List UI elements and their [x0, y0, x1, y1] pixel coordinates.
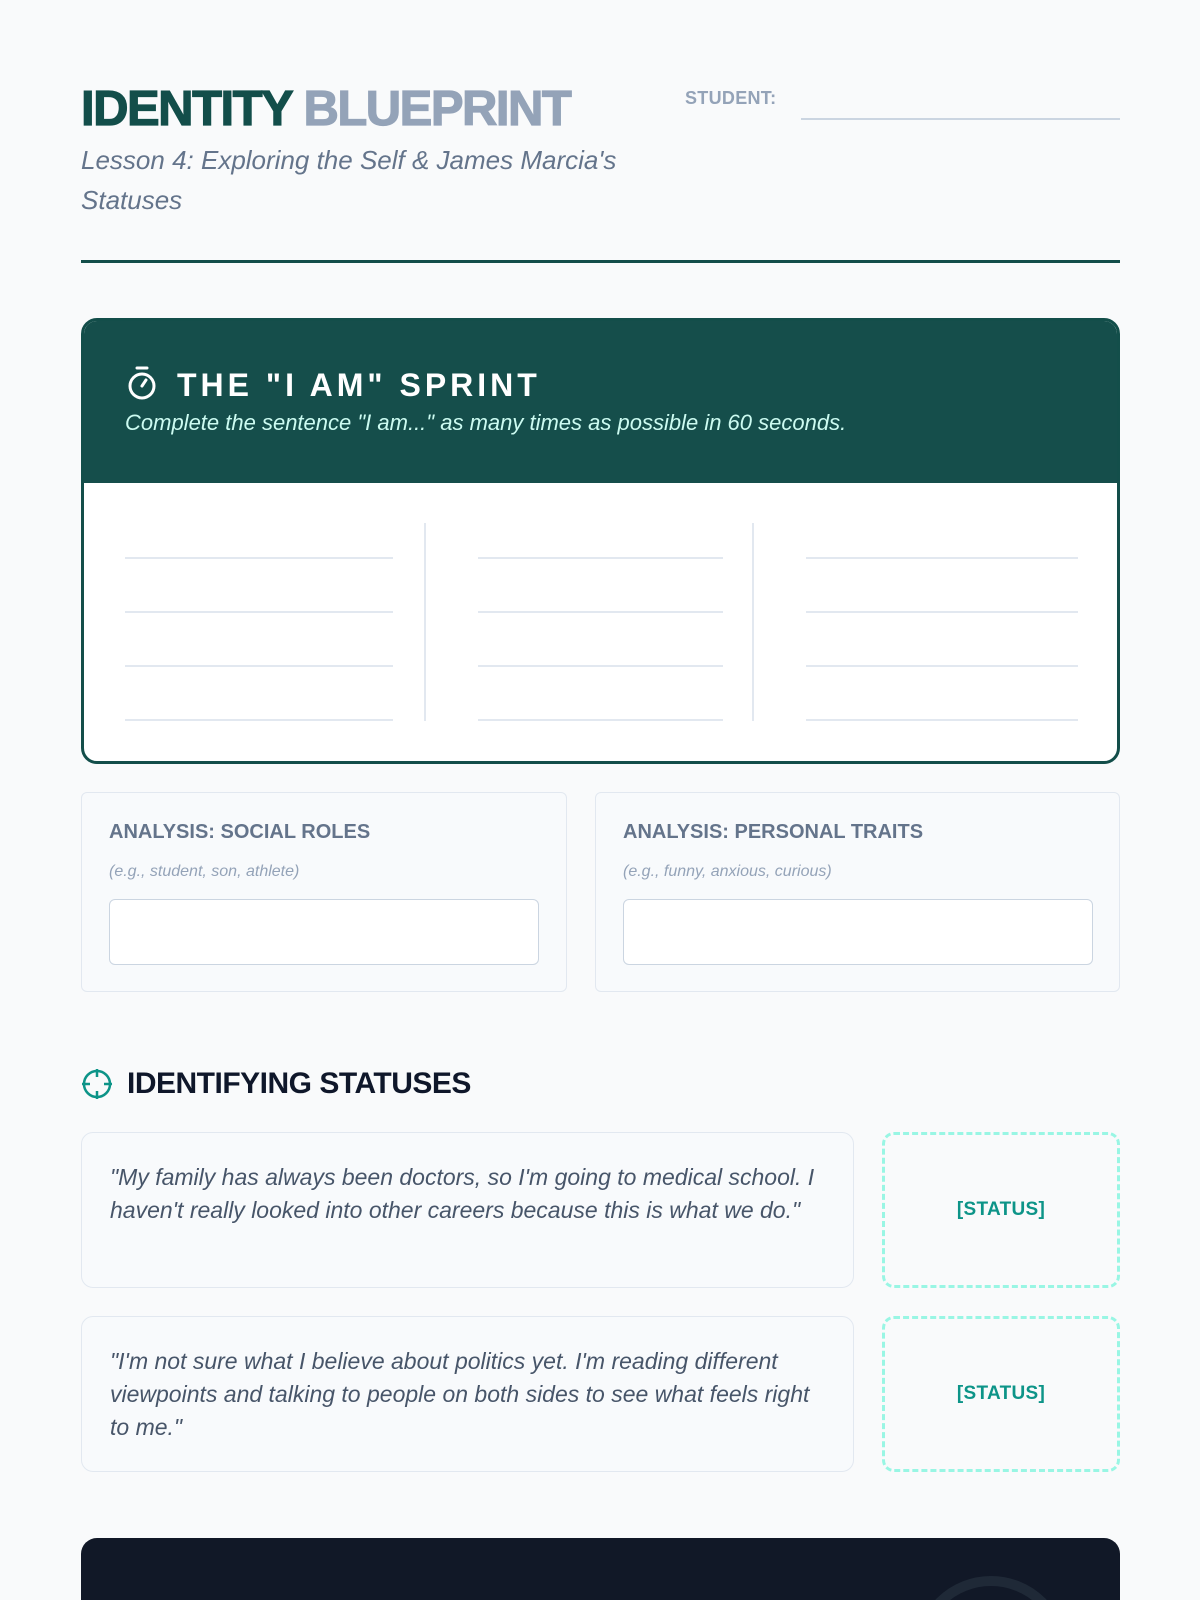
writing-column-2[interactable]	[478, 483, 723, 763]
column-divider	[752, 523, 754, 721]
worksheet-header	[81, 78, 1120, 264]
analysis-hint: (e.g., funny, anxious, curious)	[623, 863, 832, 880]
decorative-ring-icon	[911, 1573, 1071, 1600]
writing-line[interactable]	[478, 665, 723, 667]
personal-traits-input[interactable]	[623, 899, 1093, 965]
scenario-quote-2	[81, 1316, 854, 1472]
sprint-title: THE "I AM" SPRINT	[177, 367, 541, 403]
scenario-quote-1	[81, 1132, 854, 1288]
status-answer-box-1[interactable]	[882, 1132, 1120, 1288]
sprint-writing-area	[84, 483, 1117, 763]
writing-line[interactable]	[806, 557, 1078, 559]
writing-line[interactable]	[125, 719, 393, 721]
analysis-hint: (e.g., student, son, athlete)	[109, 863, 300, 880]
crosshair-icon	[81, 1068, 113, 1100]
status-placeholder: [STATUS]	[956, 1383, 1046, 1404]
status-placeholder: [STATUS]	[956, 1199, 1046, 1220]
page-title	[81, 78, 570, 140]
writing-line[interactable]	[478, 557, 723, 559]
title-identity: IDENTITY	[81, 82, 292, 136]
writing-line[interactable]	[125, 611, 393, 613]
writing-line[interactable]	[478, 611, 723, 613]
writing-line[interactable]	[125, 665, 393, 667]
student-name-line[interactable]	[801, 118, 1120, 120]
title-blueprint: BLUEPRINT	[303, 82, 571, 136]
sprint-instructions: Complete the sentence "I am..." as many times as possible in 60 seconds.	[125, 410, 847, 435]
quote-text: "I'm not sure what I believe about politics yet. I'm reading different viewpoints and talking to people on both sides to see what feels right to me."	[110, 1348, 810, 1440]
social-roles-input[interactable]	[109, 899, 539, 965]
writing-line[interactable]	[806, 719, 1078, 721]
writing-column-1[interactable]	[125, 483, 393, 763]
writing-column-3[interactable]	[806, 483, 1078, 763]
writing-line[interactable]	[125, 557, 393, 559]
quote-text: "My family has always been doctors, so I'm going to medical school. I haven't really looked into other careers because this is what we do."	[110, 1164, 815, 1223]
section-title: IDENTIFYING STATUSES	[127, 1067, 471, 1100]
i-am-sprint-card	[81, 318, 1120, 764]
lesson-subtitle: Lesson 4: Exploring the Self & James Marcia's Statuses	[81, 145, 617, 215]
status-answer-box-2[interactable]	[882, 1316, 1120, 1472]
dark-section-card	[81, 1538, 1120, 1600]
writing-line[interactable]	[806, 665, 1078, 667]
worksheet-page	[81, 0, 1120, 1600]
analysis-social-roles	[81, 792, 567, 992]
header-divider	[81, 260, 1120, 263]
student-label: STUDENT:	[685, 88, 777, 108]
analysis-label: ANALYSIS: SOCIAL ROLES	[109, 821, 371, 843]
stopwatch-icon	[125, 365, 159, 401]
writing-line[interactable]	[806, 611, 1078, 613]
sprint-header	[84, 321, 1117, 483]
writing-line[interactable]	[478, 719, 723, 721]
analysis-label: ANALYSIS: PERSONAL TRAITS	[623, 821, 924, 843]
column-divider	[424, 523, 426, 721]
analysis-personal-traits	[595, 792, 1120, 992]
